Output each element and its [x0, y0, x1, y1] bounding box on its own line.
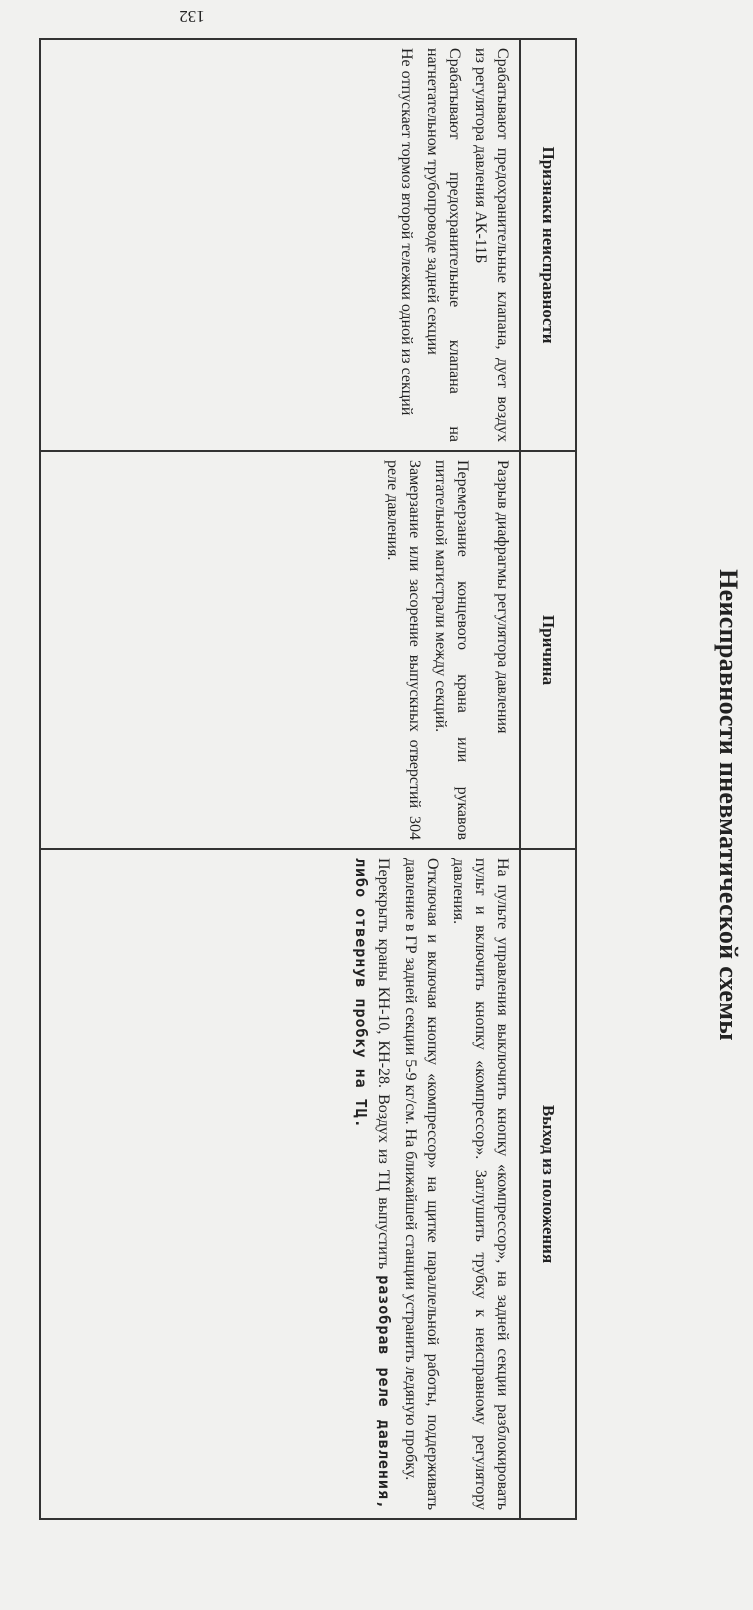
page-title: Неисправности пневматической схемы — [714, 569, 743, 1041]
table-header-row — [520, 39, 576, 1519]
header-cause: Причина — [520, 451, 576, 849]
cell-symptom — [40, 39, 520, 451]
cause-text: Замерзание или засорение выпускных отверстий 304 реле давления. — [384, 460, 423, 840]
cell-remedy — [40, 849, 520, 1519]
symptom-text: Срабатывают предохранительные клапана на нагнетательном трубопроводе задней секции — [424, 48, 463, 442]
symptom-text: Не отпускает тормоз второй тележки одной из секций — [398, 48, 415, 416]
handwritten-insert: разобрав реле давления — [375, 1275, 393, 1500]
handwritten-insert-end: , либо отвернув пробку на ТЦ. — [352, 858, 393, 1511]
symptom-text: Срабатывают предохранительные клапана, дует воздух из регулятора давления АК-11Б — [472, 48, 511, 442]
table-row — [40, 39, 520, 1519]
cause-text: Перемерзание концевого крана или рукавов питательной магистрали между секций. — [432, 460, 471, 840]
header-remedy: Выход из положения — [520, 849, 576, 1519]
remedy-text-start: Перекрыть краны КН-10, КН-28. Воздух из ТЦ выпустить — [375, 858, 392, 1270]
cause-text: Разрыв диафрагмы регулятора давления — [494, 460, 511, 734]
header-symptoms: Признаки неисправности — [520, 39, 576, 451]
cell-cause — [40, 451, 520, 849]
remedy-text — [349, 858, 395, 1510]
remedy-text: Отключая и включая кнопку «компрессор» на щитке параллельной работы, поддерживать давление в ГР задней секции 5-9 кг/см. На ближайшей станции устранить ледяную пробку. — [402, 858, 441, 1510]
page-number: 132 — [179, 7, 205, 26]
faults-table — [39, 38, 577, 1520]
remedy-text: На пульте управления выключить кнопку «компрессор», на задней секции разблокировать пульт и включить кнопку «компрессор». Заглушить трубку к неисправному регулятору давления. — [450, 858, 511, 1510]
